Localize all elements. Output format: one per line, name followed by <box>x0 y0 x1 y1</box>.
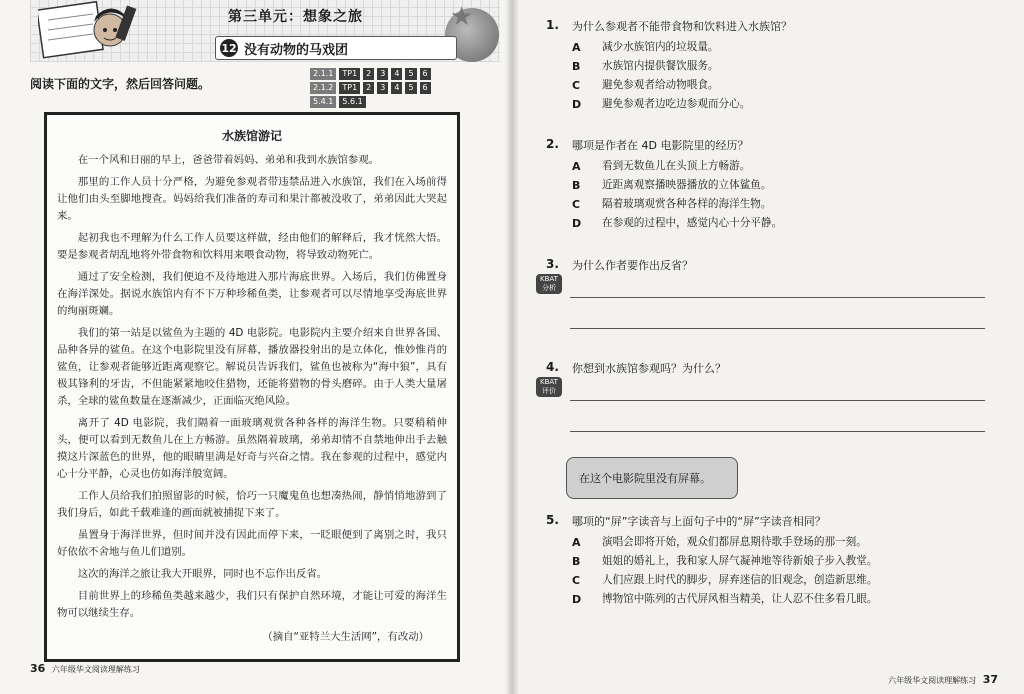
skill-code: 6 <box>420 82 431 94</box>
star-icon: ★ <box>450 2 474 32</box>
passage-paragraph: 在一个风和日丽的早上，爸爸带着妈妈、弟弟和我到水族馆参观。 <box>77 154 380 166</box>
answer-option[interactable] <box>572 195 1006 214</box>
answer-line[interactable] <box>570 431 985 432</box>
footer-text: 六年级华文阅读理解练习 <box>51 665 140 674</box>
option-text: 人们应跟上时代的脚步，屏弃迷信的旧观念，创造新思维。 <box>602 574 878 586</box>
question-text: 哪项是作者在 4D 电影院里的经历？ <box>572 139 749 152</box>
question-2 <box>546 137 1006 233</box>
option-text: 水族馆内提供餐饮服务。 <box>602 60 719 72</box>
skill-code: 5 <box>405 68 416 80</box>
question-1 <box>546 18 1006 114</box>
answer-option[interactable] <box>572 533 1006 552</box>
option-letter: B <box>572 179 581 192</box>
question-number: 3. <box>546 257 559 271</box>
question-number: 5. <box>546 513 559 527</box>
kbat-type: 评价 <box>542 387 556 395</box>
question-number: 4. <box>546 360 559 374</box>
answer-option[interactable] <box>572 571 1006 590</box>
passage-paragraph: 目前世界上的珍稀鱼类越来越少，我们只有保护自然环境，才能让可爱的海洋生物可以继续生存。 <box>57 590 447 619</box>
skill-code: 3 <box>377 68 388 80</box>
option-text: 避免参观者边吃边参观而分心。 <box>602 98 751 110</box>
option-letter: A <box>572 536 581 549</box>
option-letter: D <box>572 593 582 606</box>
option-text: 隔着玻璃观赏各种各样的海洋生物。 <box>602 198 772 210</box>
answer-option[interactable] <box>572 38 1006 57</box>
footer-text: 六年级华文阅读理解练习 <box>888 676 977 685</box>
skill-code: 5.4.1 <box>310 96 336 108</box>
lesson-number: 12 <box>220 39 238 57</box>
page-number: 37 <box>982 673 998 686</box>
skill-code: 6 <box>420 68 431 80</box>
answer-line[interactable] <box>570 297 985 298</box>
answer-option[interactable] <box>572 76 1006 95</box>
lesson-title: 没有动物的马戏团 <box>244 42 349 58</box>
option-letter: C <box>572 198 581 211</box>
passage-title: 水族馆游记 <box>221 129 282 143</box>
option-text: 避免参观者给动物喂食。 <box>602 79 719 91</box>
question-text: 你想到水族馆参观吗？为什么？ <box>572 362 726 375</box>
question-text: 为什么作者要作出反省？ <box>572 259 693 272</box>
kbat-label: KBAT <box>540 378 558 386</box>
skill-code: TP1 <box>339 82 360 94</box>
kbat-type: 分析 <box>542 284 556 292</box>
answer-option[interactable] <box>572 214 1006 233</box>
passage-paragraph: 这次的海洋之旅让我大开眼界，同时也不忘作出反省。 <box>77 568 328 580</box>
book-gutter <box>505 0 519 694</box>
unit-title: 第三单元：想象之旅 <box>228 9 363 25</box>
page-number: 36 <box>30 662 46 675</box>
answer-option[interactable] <box>572 157 1006 176</box>
passage-paragraph: 虽置身于海洋世界，但时间并没有因此而停下来，一眨眼便到了离别之时，我只好依依不舍地与鱼儿们道别。 <box>57 529 447 558</box>
skill-code: 2 <box>363 82 374 94</box>
option-letter: B <box>572 555 581 568</box>
question-text: 为什么参观者不能带食物和饮料进入水族馆？ <box>572 20 792 33</box>
option-text: 近距离观察播映器播放的立体鲨鱼。 <box>602 179 772 191</box>
footer-right <box>888 673 998 686</box>
passage-paragraph: 起初我也不理解为什么工作人员要这样做，经由他们的解释后，我才恍然大悟。要是参观者胡乱地将外带食物和饮料用来喂食动物，将导致动物死亡。 <box>57 232 447 261</box>
option-letter: C <box>572 574 581 587</box>
question-4 <box>546 360 1006 376</box>
passage-paragraph: 通过了安全检测，我们便迫不及待地进入那片海底世界。入场后，我们仿佛置身在海洋深处。据说水族馆内有不下万种珍稀鱼类，让参观者可以尽情地享受海底世界的绚丽斑斓。 <box>57 271 447 317</box>
answer-option[interactable] <box>572 176 1006 195</box>
answer-line[interactable] <box>570 328 985 329</box>
skill-code: 5.6.1 <box>339 96 365 108</box>
skill-codes <box>310 68 431 110</box>
footer-left <box>30 662 140 675</box>
option-text: 演唱会即将开始，观众们都屏息期待歌手登场的那一刻。 <box>602 536 867 548</box>
skill-code: TP1 <box>339 68 360 80</box>
lesson-tag <box>215 36 457 60</box>
skill-code: 5 <box>405 82 416 94</box>
question-3 <box>546 257 1006 273</box>
skill-code: 4 <box>391 82 402 94</box>
passage-paragraph: 离开了 4D 电影院，我们隔着一面玻璃观赏各种各样的海洋生物。只要稍稍伸头，便可以看到无数鱼儿在上方畅游。虽然隔着玻璃，弟弟却情不自禁地伸出手去触摸这片深蓝色的世界，他的眼睛里满是好奇与兴奋之情。我在参观的过程中，感觉内心十分平静，心灵也仿如海洋般宽阔。 <box>57 417 447 480</box>
question-text: 哪项的“屏”字读音与上面句子中的“屏”字读音相同？ <box>572 515 826 528</box>
answer-option[interactable] <box>572 57 1006 76</box>
question-number: 2. <box>546 137 559 151</box>
question-number: 1. <box>546 18 559 32</box>
instruction: 阅读下面的文字，然后回答问题。 <box>30 77 211 91</box>
option-letter: C <box>572 79 581 92</box>
skill-code: 4 <box>391 68 402 80</box>
quoted-sentence: 在这个电影院里没有屏幕。 <box>566 457 738 499</box>
skill-code: 2.1.2 <box>310 82 336 94</box>
answer-option[interactable] <box>572 95 1006 114</box>
option-text: 博物馆中陈列的古代屏风相当精美，让人忍不住多看几眼。 <box>602 593 878 605</box>
option-letter: A <box>572 160 581 173</box>
mascot-illustration <box>38 0 138 62</box>
option-letter: A <box>572 41 581 54</box>
option-text: 减少水族馆内的垃圾量。 <box>602 41 719 53</box>
skill-code: 2.1.1 <box>310 68 336 80</box>
kbat-badge <box>536 377 562 397</box>
question-5 <box>546 513 1006 609</box>
option-text: 看到无数鱼儿在头顶上方畅游。 <box>602 160 751 172</box>
answer-option[interactable] <box>572 552 1006 571</box>
passage-paragraph: 那里的工作人员十分严格，为避免参观者带违禁品进入水族馆，我们在入场前得让他们由头至脚地搜查。妈妈给我们准备的寿司和果汁都被没收了，弟弟因此大哭起来。 <box>57 176 447 222</box>
answer-option[interactable] <box>572 590 1006 609</box>
option-letter: B <box>572 60 581 73</box>
passage-source: （摘自“亚特兰大生活网”，有改动） <box>262 631 429 643</box>
kbat-badge <box>536 274 562 294</box>
skill-code: 2 <box>363 68 374 80</box>
right-page <box>512 0 1024 694</box>
option-letter: D <box>572 217 582 230</box>
passage-paragraph: 工作人员给我们拍照留影的时候，恰巧一只魔鬼鱼也想凑热闹，静悄悄地游到了我们身后，如此千载难逢的画面就被捕捉下来了。 <box>57 490 447 519</box>
option-text: 姐姐的婚礼上，我和家人屏气凝神地等待新娘子步入教堂。 <box>602 555 878 567</box>
option-letter: D <box>572 98 582 111</box>
skill-code: 3 <box>377 82 388 94</box>
passage-box <box>44 112 460 662</box>
kbat-label: KBAT <box>540 275 558 283</box>
option-text: 在参观的过程中，感觉内心十分平静。 <box>602 217 783 229</box>
answer-line[interactable] <box>570 400 985 401</box>
passage-paragraph: 我们的第一站是以鲨鱼为主题的 4D 电影院。电影院内主要介绍来自世界各国、品种各异的鲨鱼。在这个电影院里没有屏幕，播放器投射出的是立体化，惟妙惟肖的鲨鱼，让参观者能够近距离观察它。解说员告诉我们，鲨鱼也被称为“海中狼”，具有极其锋利的牙齿，不但能紧紧地咬住猎物，还能将猎物的骨头磨碎。由于人类大量屠杀，全球的鲨鱼数量在逐渐减少，正面临灭绝风险。 <box>57 327 447 407</box>
